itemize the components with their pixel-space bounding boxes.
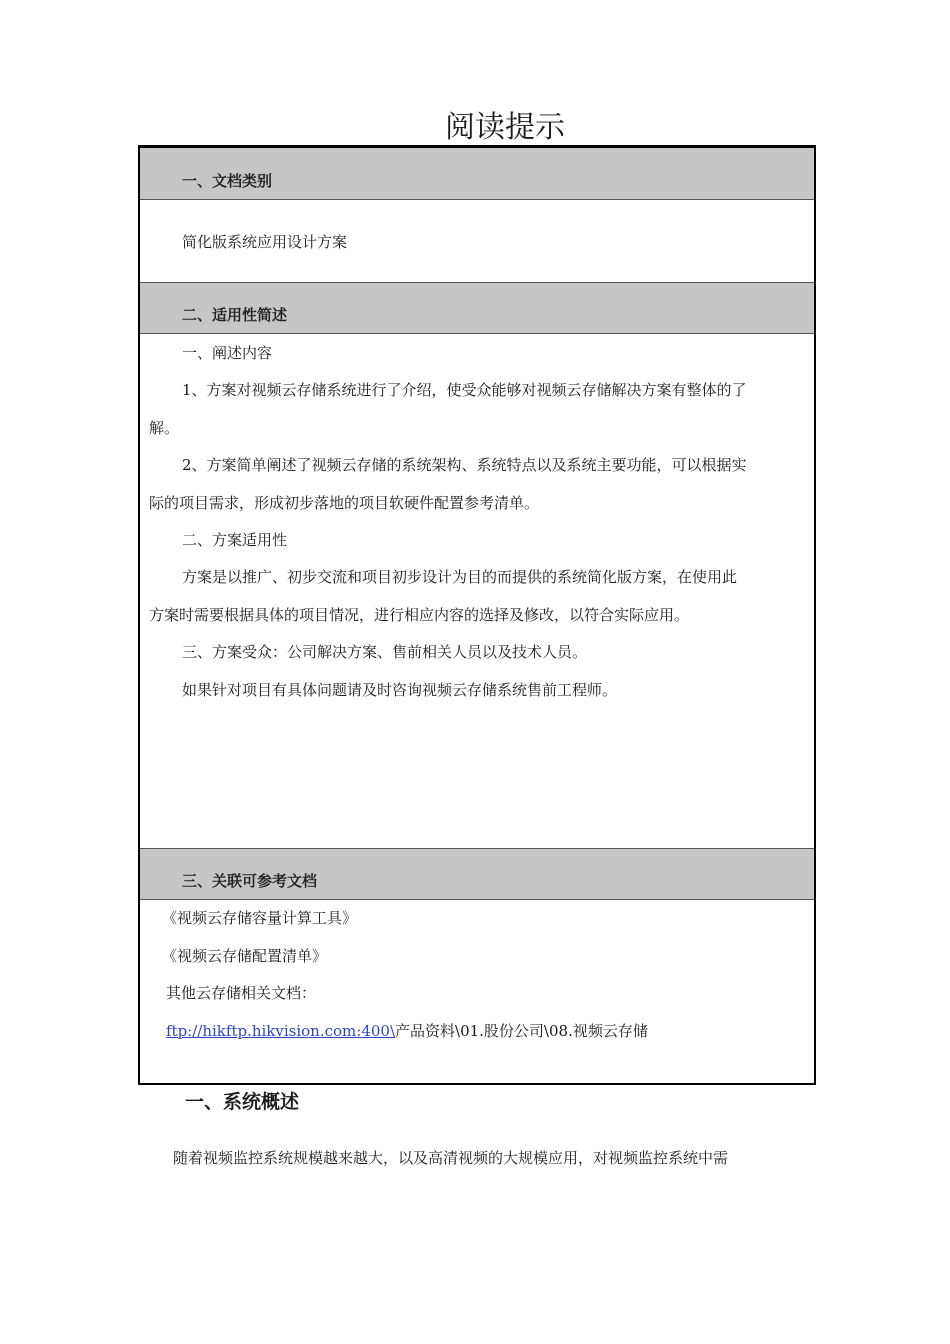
reading-tips-table — [138, 145, 816, 1085]
reference-item: 其他云存储相关文档： — [166, 984, 317, 1002]
applicability-line: 二、方案适用性 — [182, 531, 288, 549]
page-title: 阅读提示 — [445, 110, 565, 145]
doc-type-content: 简化版系统应用设计方案 — [182, 233, 348, 251]
system-overview-paragraph: 随着视频监控系统规模越来越大，以及高清视频的大规模应用，对视频监控系统中需 — [173, 1149, 729, 1167]
section-header-references-label: 三、关联可参考文档 — [182, 872, 318, 890]
section-header-doc-type-label: 一、文档类别 — [182, 172, 273, 190]
applicability-line: 际的项目需求，形成初步落地的项目软硬件配置参考清单。 — [149, 494, 540, 512]
section-heading-system-overview: 一、系统概述 — [185, 1091, 300, 1113]
section-header-applicability — [140, 282, 814, 334]
ftp-link[interactable]: ftp://hikftp.hikvision.com:400\ — [166, 1022, 396, 1040]
section-header-applicability-label: 二、适用性简述 — [182, 306, 288, 324]
reference-link-line — [166, 1021, 648, 1041]
reference-item: 《视频云存储配置清单》 — [162, 947, 328, 965]
ftp-path-suffix: 产品资料\01.股份公司\08.视频云存储 — [395, 1022, 648, 1040]
reference-item: 《视频云存储容量计算工具》 — [162, 909, 358, 927]
applicability-line: 方案时需要根据具体的项目情况，进行相应内容的选择及修改，以符合实际应用。 — [149, 606, 690, 624]
applicability-line: 如果针对项目有具体问题请及时咨询视频云存储系统售前工程师。 — [182, 681, 618, 699]
applicability-line: 一、阐述内容 — [182, 344, 273, 362]
applicability-line: 方案是以推广、初步交流和项目初步设计为目的而提供的系统简化版方案，在使用此 — [182, 568, 738, 586]
section-header-references — [140, 848, 814, 900]
section-header-doc-type — [140, 148, 814, 200]
applicability-line: 1、方案对视频云存储系统进行了介绍，使受众能够对视频云存储解决方案有整体的了 — [182, 381, 747, 399]
applicability-line: 2、方案简单阐述了视频云存储的系统架构、系统特点以及系统主要功能，可以根据实 — [182, 456, 747, 474]
applicability-line: 解。 — [149, 419, 180, 437]
applicability-line: 三、方案受众：公司解决方案、售前相关人员以及技术人员。 — [182, 643, 588, 661]
